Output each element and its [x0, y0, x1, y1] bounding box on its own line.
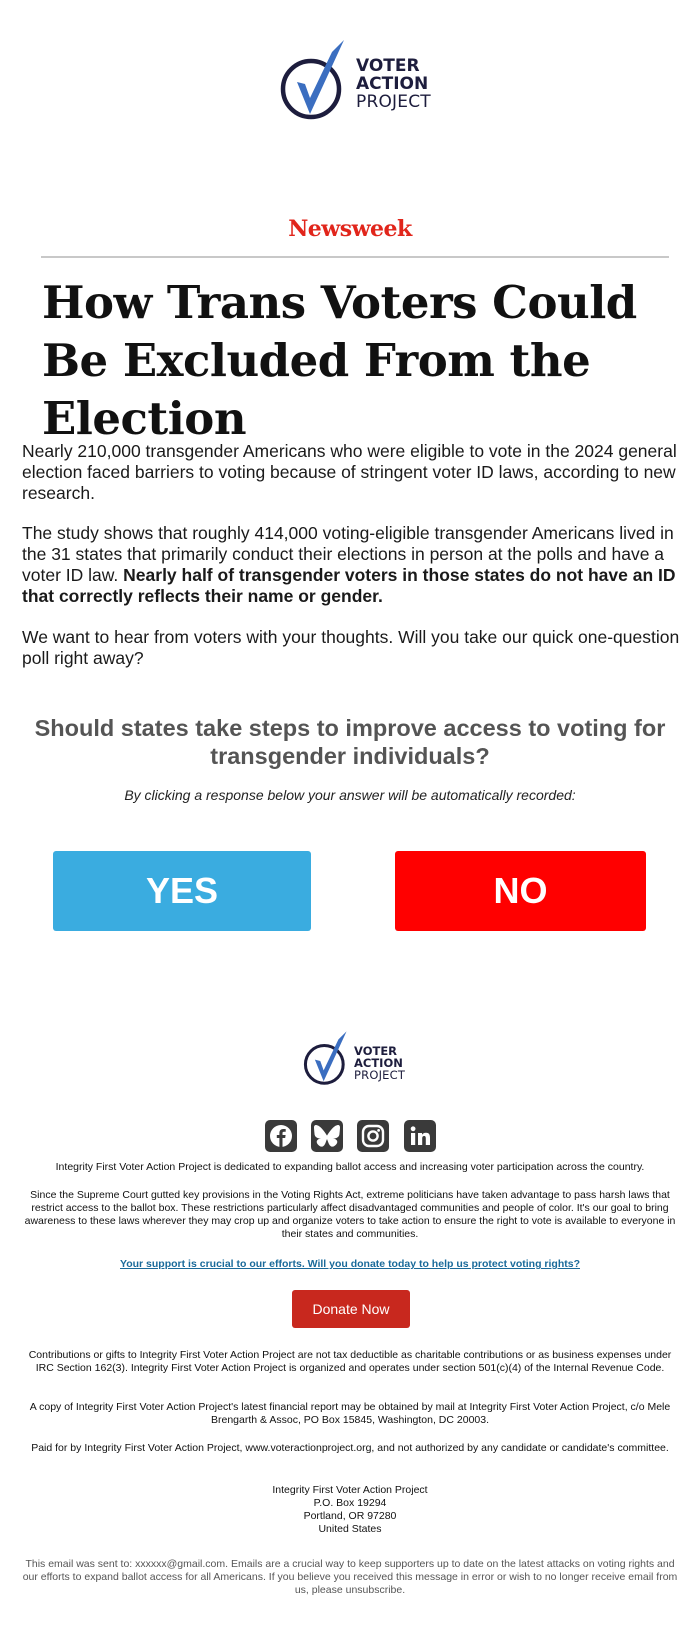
- instagram-icon[interactable]: [357, 1120, 389, 1152]
- footer-tax-disclaimer: Contributions or gifts to Integrity First Voter Action Project are not tax deductible as charitable contributions or as business expenses under IRC Section 162(3). Integrity First Voter Action Project is organized and operates under section 501(c)(4) of the Internal Revenue Code.: [28, 1349, 672, 1374]
- donate-button[interactable]: Donate Now: [292, 1290, 410, 1328]
- checkmark-logo-icon: [280, 38, 350, 130]
- article-paragraph-3: We want to hear from voters with your thoughts. Will you take our quick one-question poll right away?: [22, 627, 680, 668]
- address-name: Integrity First Voter Action Project: [272, 1484, 428, 1496]
- yes-button[interactable]: YES: [53, 851, 311, 931]
- footer-logo-line3: PROJECT: [354, 1068, 406, 1083]
- logo-line2: ACTION: [356, 73, 429, 94]
- footer-mission: Integrity First Voter Action Project is dedicated to expanding ballot access and increasing voter participation across the country.: [55, 1161, 645, 1173]
- footer-paid-for: Paid for by Integrity First Voter Action Project, www.voteractionproject.org, and not authorized by any candidate or candidate's committee.: [31, 1442, 669, 1454]
- newsweek-masthead: Newsweek: [288, 216, 412, 242]
- donate-link[interactable]: Your support is crucial to our efforts. Will you donate today to help us protect voting rights?: [120, 1258, 580, 1270]
- article-headline: How Trans Voters Could Be Excluded From the Election: [42, 276, 637, 445]
- footer-logo-line2: ACTION: [354, 1056, 403, 1071]
- footer-sent-to: This email was sent to: xxxxxx@gmail.com. Emails are a crucial way to keep supporters up to date on the latest attacks on voting rights and our efforts to expand ballot access for all Americans. If you believe you received this message in error or wish to no longer receive email from us, please unsubscribe.: [22, 1558, 678, 1596]
- footer-logo: [303, 1030, 413, 1092]
- address-city: Portland, OR 97280: [303, 1510, 397, 1522]
- address-po-box: P.O. Box 19294: [313, 1497, 387, 1509]
- poll-instruction: By clicking a response below your answer will be automatically recorded:: [124, 787, 576, 803]
- bluesky-icon[interactable]: [311, 1120, 343, 1152]
- poll-question: Should states take steps to improve access to voting for transgender individuals?: [34, 715, 666, 769]
- paragraph-2-emphasis: Nearly half of transgender voters in those states do not have an ID that correctly reflects their name or gender.: [22, 565, 676, 606]
- no-button[interactable]: NO: [395, 851, 646, 931]
- address-country: United States: [318, 1523, 382, 1535]
- paragraph-2-text: The study shows that roughly 414,000 voting-eligible transgender Americans lived in the 31 states that primarily conduct their elections in person at the polls and have a voter ID law.: [22, 523, 674, 585]
- linkedin-icon[interactable]: [404, 1120, 436, 1152]
- footer-logo-wordmark: [354, 1045, 405, 1081]
- article-paragraph-1: Nearly 210,000 transgender Americans who were eligible to vote in the 2024 general election faced barriers to voting because of stringent voter ID laws, according to new research.: [22, 441, 677, 503]
- facebook-icon[interactable]: [265, 1120, 297, 1152]
- logo-wordmark: [356, 58, 431, 112]
- voter-action-project-logo: [280, 38, 430, 130]
- footer-checkmark-logo-icon: [303, 1030, 351, 1092]
- logo-line1: VOTER: [356, 56, 420, 76]
- footer-logo-line1: VOTER: [354, 1044, 398, 1058]
- article-paragraph-2: [22, 523, 682, 607]
- footer-context: Since the Supreme Court gutted key provisions in the Voting Rights Act, extreme politicians have taken advantage to pass harsh laws that restrict access to the ballot box. These restrictions particularly affect disadvantaged communities and people of color. It's our goal to bring awareness to these laws wherever they may crop up and organize voters to take action to ensure the right to vote is available to everyone in their states and communities.: [24, 1189, 676, 1240]
- logo-line3: PROJECT: [356, 91, 431, 112]
- masthead-divider: [41, 256, 669, 258]
- footer-financial-report: A copy of Integrity First Voter Action Project's latest financial report may be obtained by mail at Integrity First Voter Action Project, c/o Mele Brengarth & Assoc, PO Box 15845, Washington, DC 20003.: [29, 1401, 671, 1426]
- footer-address: [22, 1484, 678, 1536]
